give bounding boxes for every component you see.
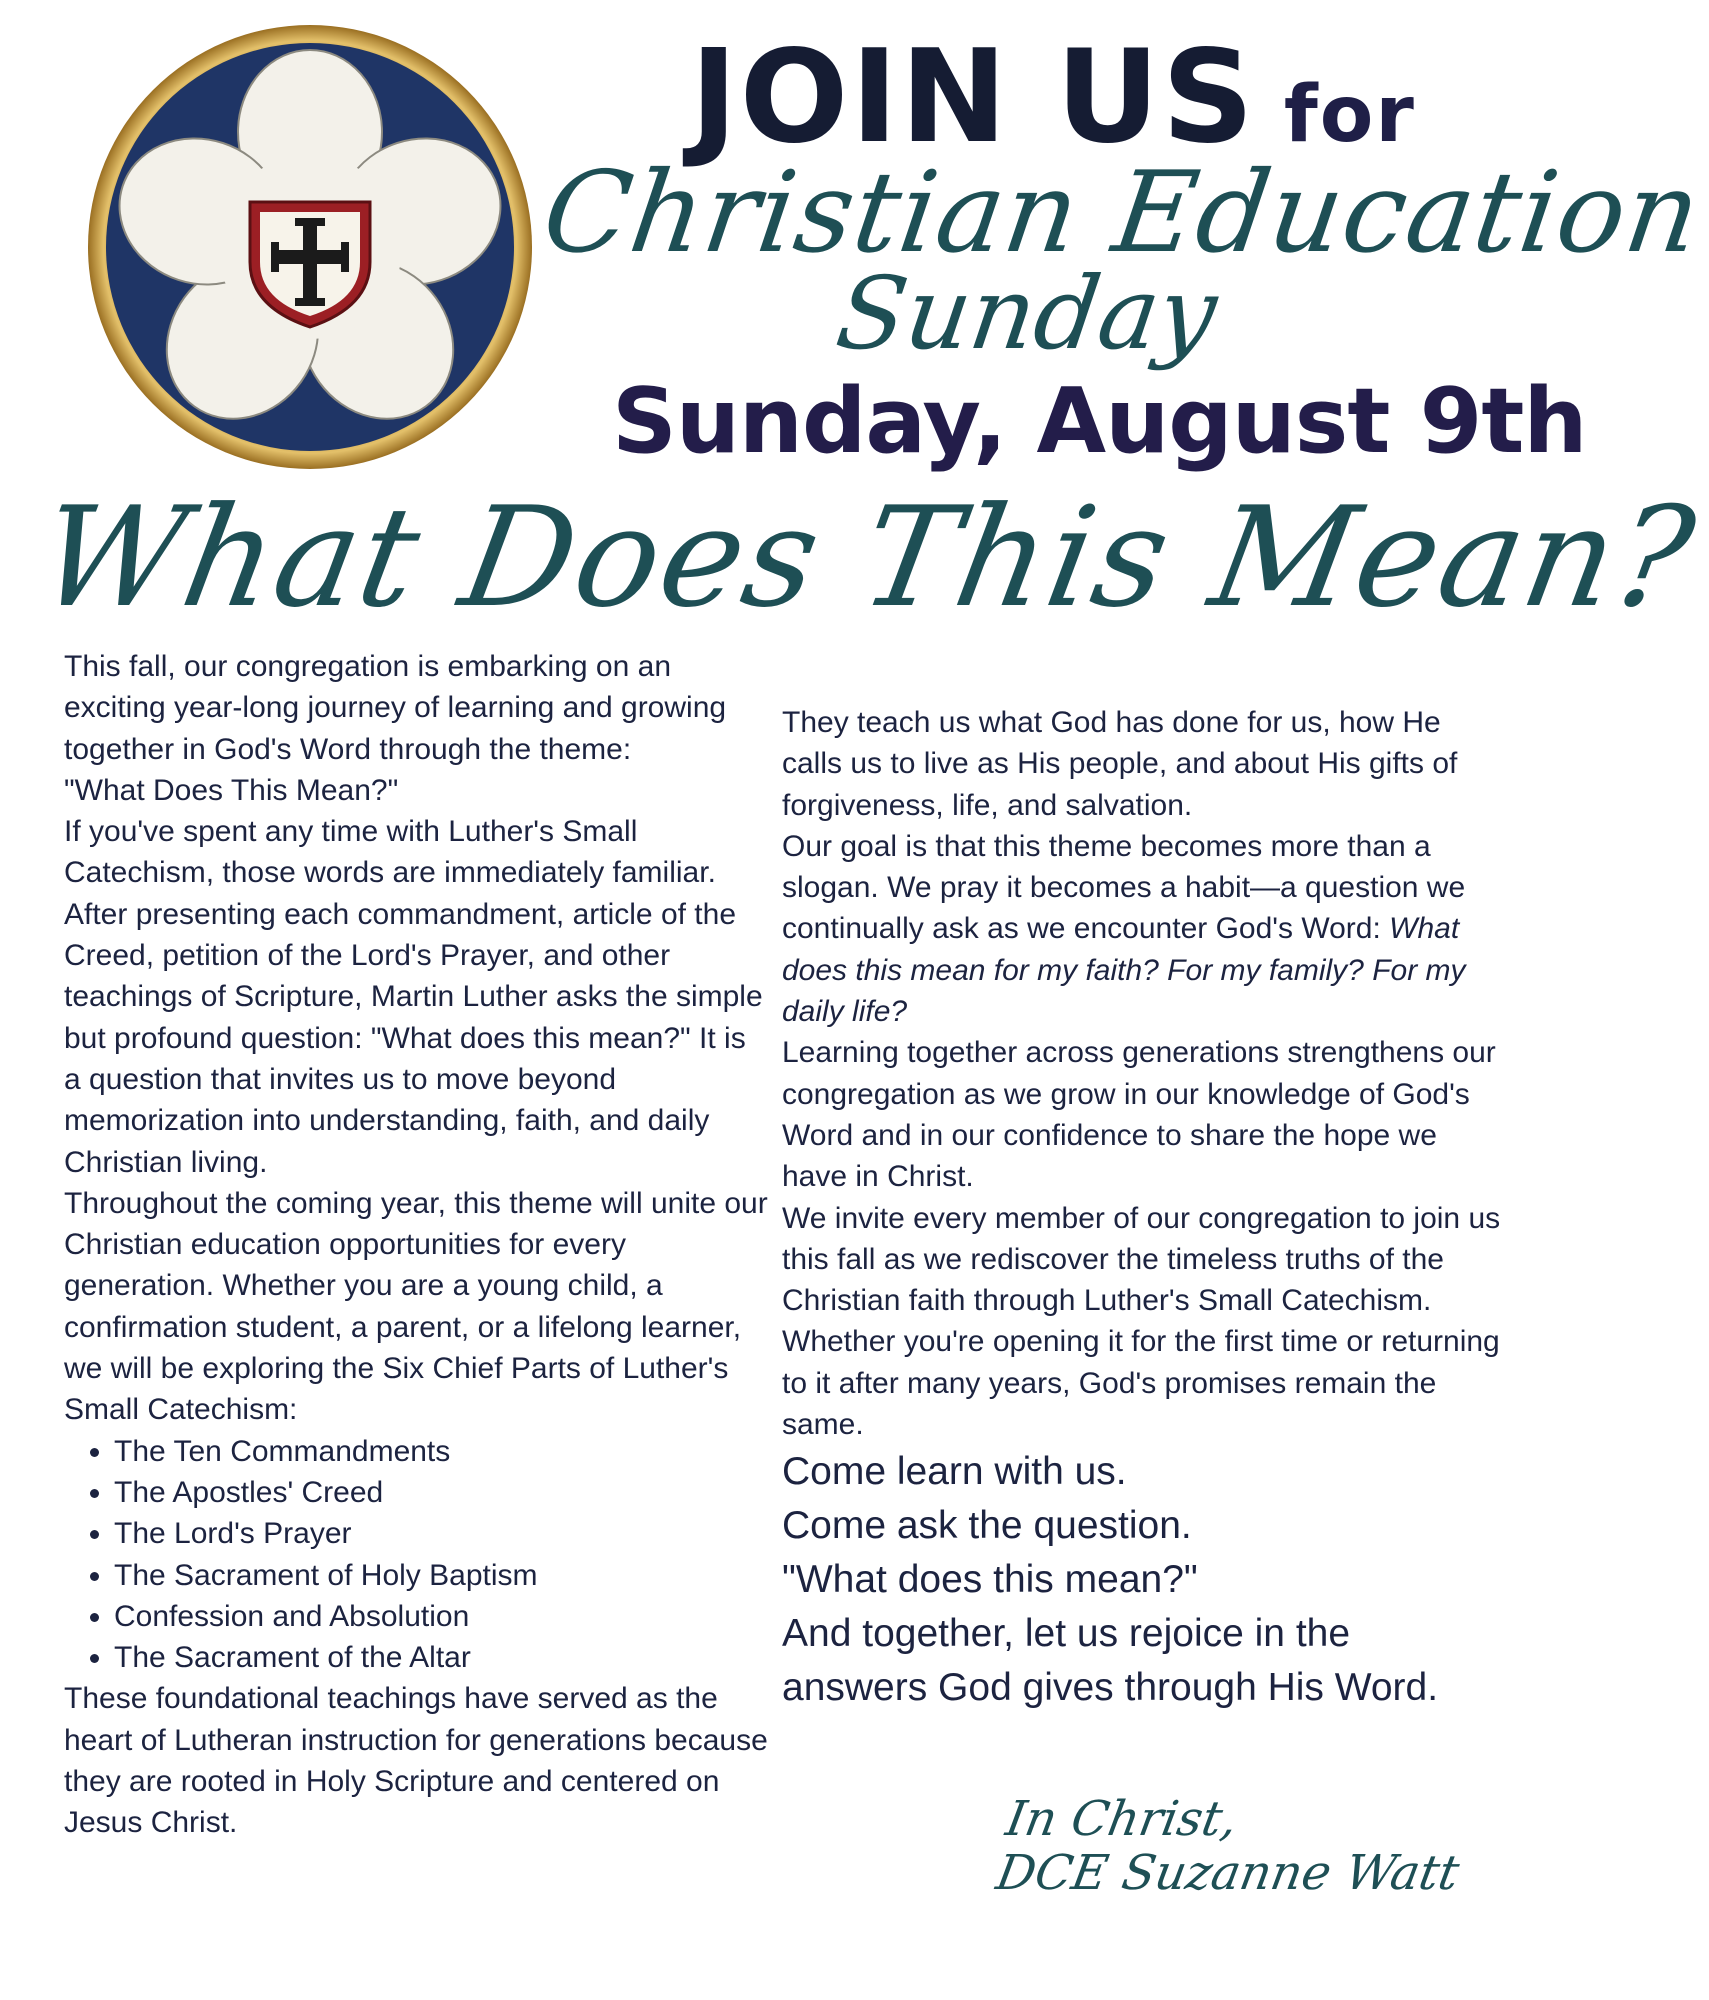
- join-us-heading: [690, 23, 1416, 172]
- event-date: Sunday, August 9th: [612, 369, 1587, 474]
- event-title-line2: Sunday: [829, 255, 1224, 372]
- signature-salutation: In Christ,: [1001, 1791, 1242, 1847]
- closing-line-1: Come learn with us.: [782, 1450, 1127, 1494]
- signature-name: DCE Suzanne Watt: [992, 1845, 1464, 1901]
- intro-paragraph: This fall, our congregation is embarking on an exciting year-long journey of learning and growing together in God's Word through the theme:: [64, 650, 727, 766]
- theme-quote: "What Does This Mean?": [64, 773, 399, 807]
- catechism-paragraph: If you've spent any time with Luther's Small Catechism, those words are immediately familiar. After presenting each commandment, article of the Creed, petition of the Lord's Prayer, and other teachings of Scripture, Martin Luther asks the simple but profound question: "What does this mean?" It is a question that invites us to move beyond memorization into understanding, faith, and daily Christian living.: [64, 815, 763, 1179]
- join-us-text: JOIN US: [690, 23, 1256, 172]
- right-column: [782, 702, 1502, 1715]
- coming-year-paragraph: Throughout the coming year, this theme will unite our Christian education opportunities for every generation. Whether you are a young child, a confirmation student, a parent, or a lifelong learner, we will be exploring the Six Chief Parts of Luther's Small Catechism:: [64, 1186, 768, 1427]
- invite-paragraph: We invite every member of our congregation to join us this fall as we rediscover the timeless truths of the Christian faith through Luther's Small Catechism. Whether you're opening it for the first time or returning to it after many years, God's promises remain the same.: [782, 1201, 1501, 1442]
- closing-line-4: And together, let us rejoice in the answers God gives through His Word.: [782, 1612, 1439, 1710]
- list-item: • The Lord's Prayer: [114, 1513, 769, 1554]
- theme-title: What Does This Mean?: [27, 477, 1707, 638]
- left-column: [64, 646, 769, 1844]
- list-item: • The Ten Commandments: [114, 1431, 769, 1472]
- foundational-paragraph: These foundational teachings have served as the heart of Lutheran instruction for generations because they are rooted in Holy Scripture and centered on Jesus Christ.: [64, 1682, 768, 1840]
- goal-questions: What does this mean for my faith? For my family? For my daily life?: [782, 912, 1466, 1029]
- for-text: for: [1283, 70, 1416, 160]
- closing-line-3: "What does this mean?": [782, 1558, 1198, 1602]
- goal-paragraph: [782, 826, 1502, 1032]
- generations-paragraph: Learning together across generations strengthens our congregation as we grow in our knowledge of God's Word and in our confidence to share the hope we have in Christ.: [782, 1036, 1496, 1194]
- list-item: • The Apostles' Creed: [114, 1472, 769, 1513]
- event-title-line1: Christian Education: [535, 148, 1709, 278]
- chief-parts-list: [64, 1431, 769, 1679]
- luther-rose-icon: [85, 22, 535, 472]
- list-item: • The Sacrament of Holy Baptism: [114, 1555, 769, 1596]
- goal-text: Our goal is that this theme becomes more than a slogan. We pray it becomes a habit—a question we continually ask as we encounter God's Word:: [782, 829, 1466, 946]
- list-item: • Confession and Absolution: [114, 1596, 769, 1637]
- closing-line-2: Come ask the question.: [782, 1504, 1192, 1548]
- list-item: • The Sacrament of the Altar: [114, 1637, 769, 1678]
- signature: [992, 1792, 1472, 1900]
- teach-paragraph: They teach us what God has done for us, how He calls us to live as His people, and about His gifts of forgiveness, life, and salvation.: [782, 706, 1458, 822]
